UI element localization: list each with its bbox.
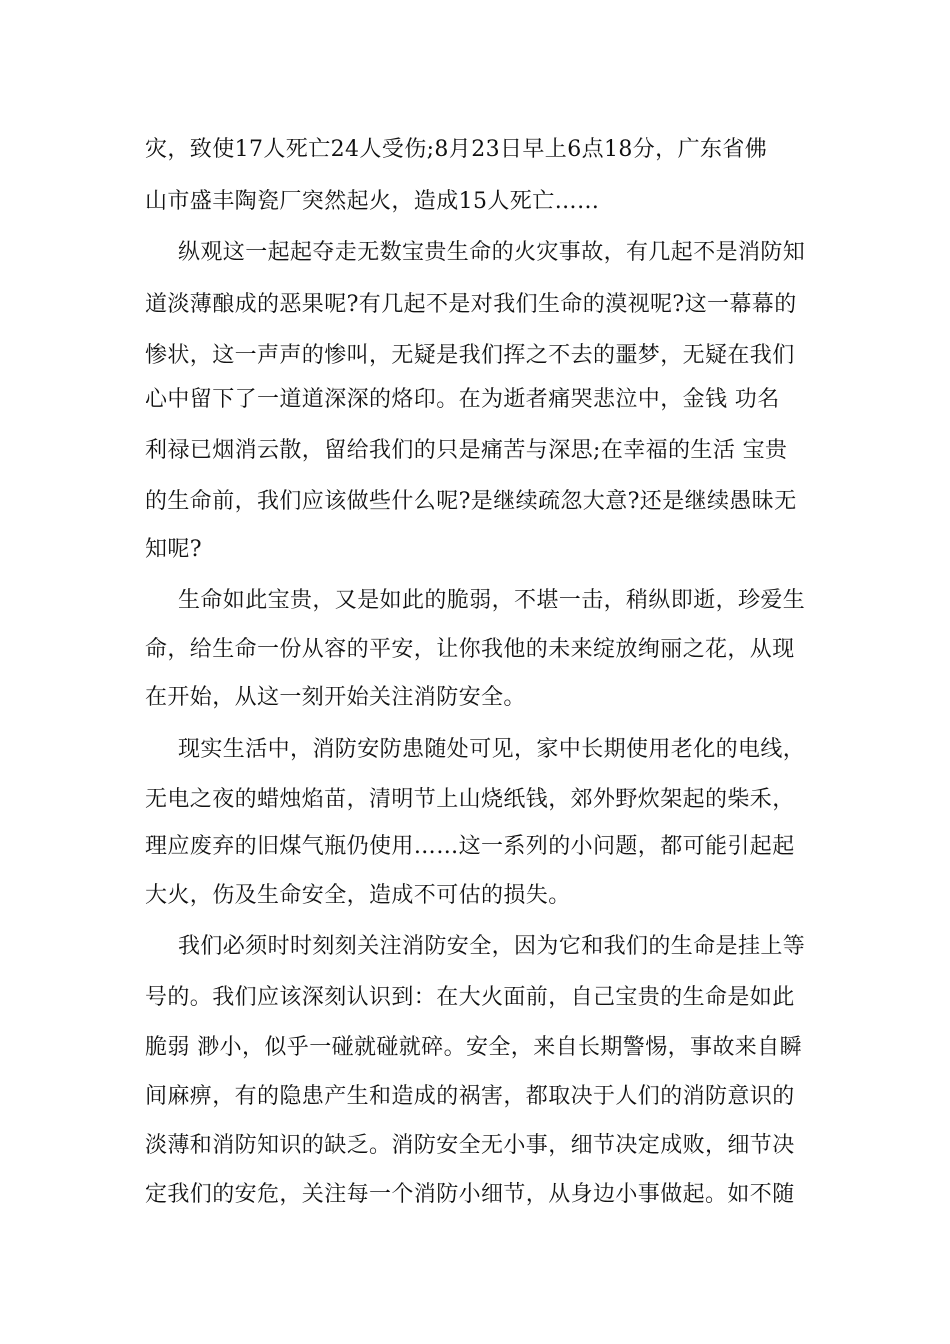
text-line: 利禄已烟消云散，留给我们的只是痛苦与深思;在幸福的生活 宝贵 — [145, 438, 788, 463]
text-line: 心中留下了一道道深深的烙印。在为逝者痛哭悲泣中，金钱 功名 — [145, 387, 780, 412]
text-line: 号的。我们应该深刻认识到：在大火面前，自己宝贵的生命是如此 — [145, 985, 795, 1010]
text-line: 间麻痹，有的隐患产生和造成的祸害，都取决于人们的消防意识的 — [145, 1084, 795, 1109]
text-line: 脆弱 渺小，似乎一碰就碰就碎。安全，来自长期警惕，事故来自瞬 — [145, 1035, 802, 1060]
text-line: 命，给生命一份从容的平安，让你我他的未来绽放绚丽之花，从现 — [145, 637, 795, 662]
text-line: 定我们的安危，关注每一个消防小细节，从身边小事做起。如不随 — [145, 1182, 795, 1207]
text-line: 的生命前，我们应该做些什么呢?是继续疏忽大意?还是继续愚昧无 — [145, 489, 797, 514]
text-line: 知呢? — [145, 537, 202, 562]
text-line: 理应废弃的旧煤气瓶仍使用……这一系列的小问题，都可能引起起 — [145, 834, 795, 859]
text-line: 大火，伤及生命安全，造成不可估的损失。 — [145, 883, 571, 908]
paragraph-first-line: 纵观这一起起夺走无数宝贵生命的火灾事故，有几起不是消防知 — [178, 240, 806, 265]
text-line: 淡薄和消防知识的缺乏。消防安全无小事，细节决定成败，细节决 — [145, 1133, 795, 1158]
paragraph-first-line: 生命如此宝贵，又是如此的脆弱，不堪一击，稍纵即逝，珍爱生 — [178, 588, 806, 613]
paragraph-first-line: 我们必须时时刻刻关注消防安全，因为它和我们的生命是挂上等 — [178, 934, 806, 959]
text-line: 无电之夜的蜡烛焰苗，清明节上山烧纸钱，郊外野炊架起的柴禾， — [145, 787, 795, 812]
text-line: 道淡薄酿成的恶果呢?有几起不是对我们生命的漠视呢?这一幕幕的 — [145, 292, 797, 317]
paragraph-first-line: 现实生活中，消防安防患随处可见，家中长期使用老化的电线， — [178, 737, 806, 762]
text-line: 灾，致使17人死亡24人受伤;8月23日早上6点18分，广东省佛 — [145, 137, 768, 162]
text-line: 山市盛丰陶瓷厂突然起火，造成15人死亡…… — [145, 189, 600, 214]
text-line: 在开始，从这一刻开始关注消防安全。 — [145, 685, 526, 710]
text-line: 惨状，这一声声的惨叫，无疑是我们挥之不去的噩梦，无疑在我们 — [145, 343, 795, 368]
